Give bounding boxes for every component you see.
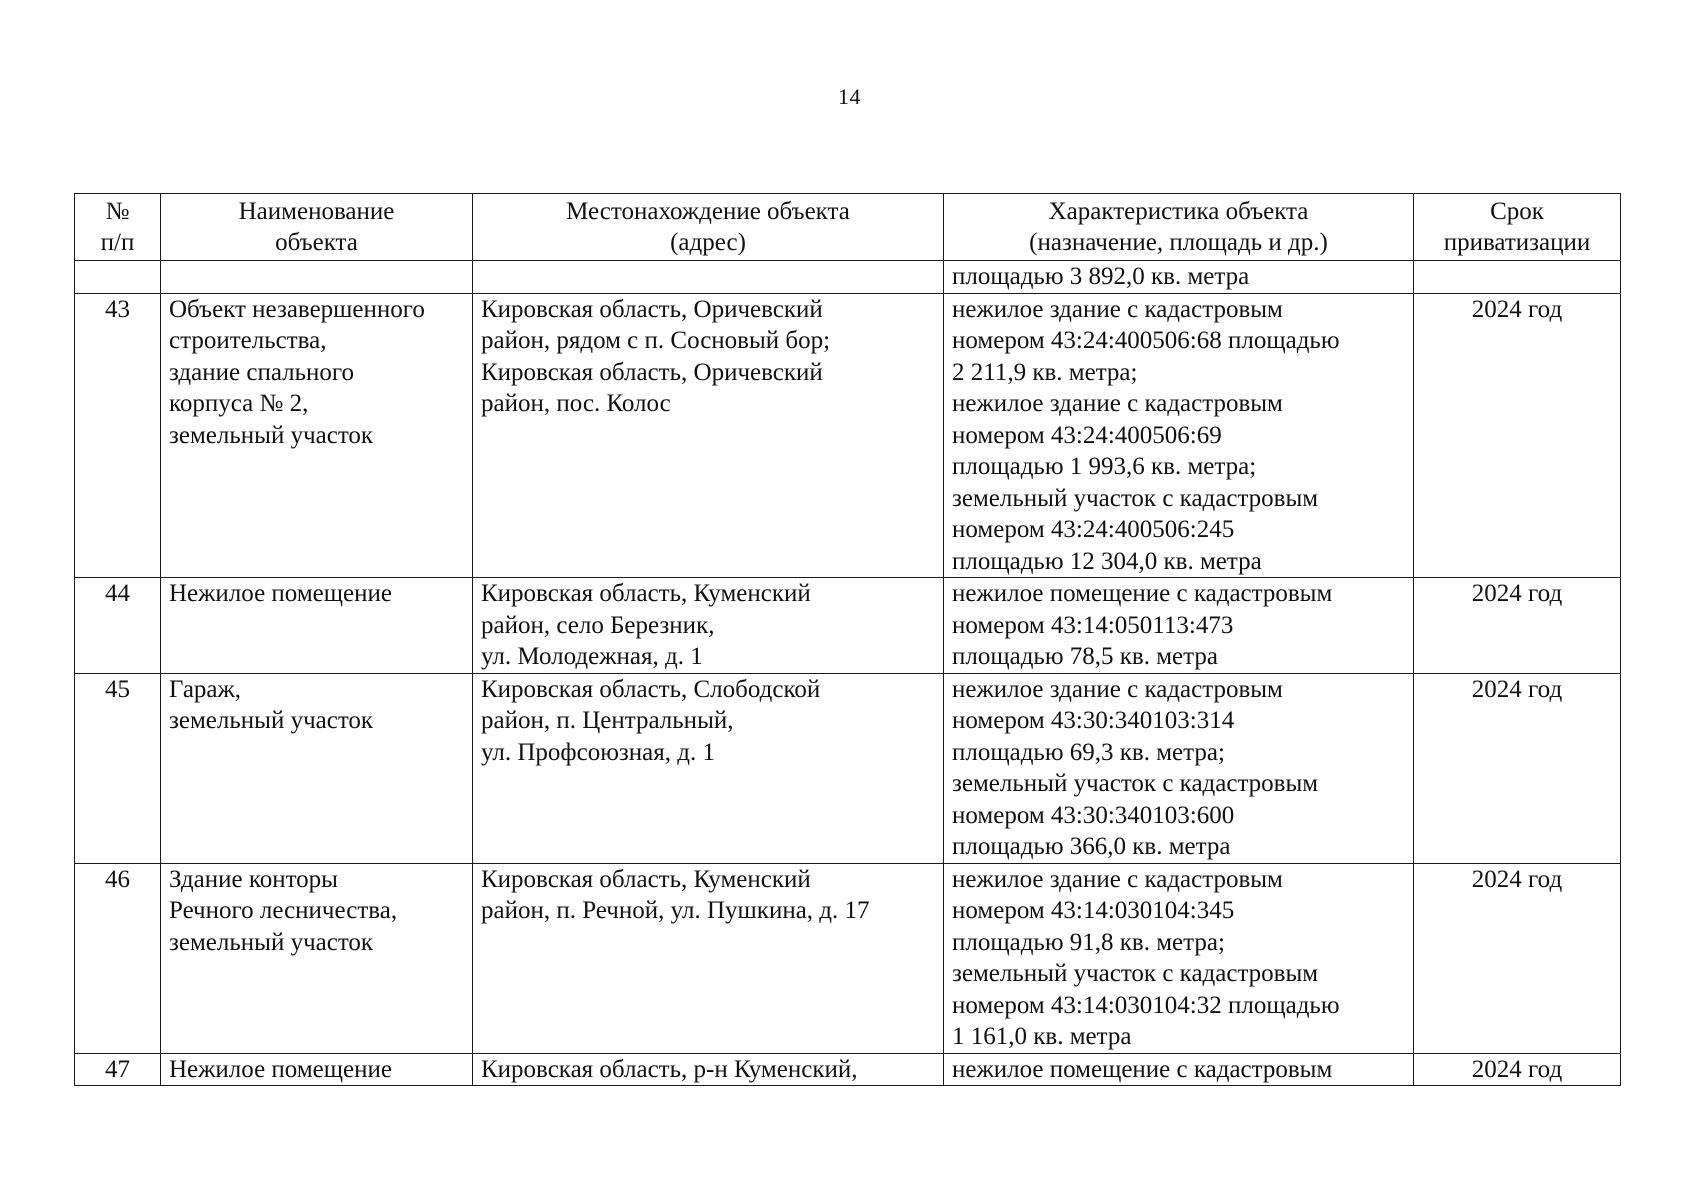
cell-term xyxy=(1414,261,1621,294)
header-term: Срок приватизации xyxy=(1414,194,1621,261)
table-row xyxy=(75,863,1621,1053)
cell-name xyxy=(161,261,473,294)
cell-number: 44 xyxy=(75,578,161,674)
cell-characteristics: нежилое здание с кадастровым номером 43:30:340103:314 площадью 69,3 кв. метра; земельный участок с кадастровым номером 43:30:340103:600 площадью 366,0 кв. метра xyxy=(944,673,1414,863)
cell-address xyxy=(473,261,944,294)
cell-term: 2024 год xyxy=(1414,1053,1621,1085)
cell-number: 43 xyxy=(75,293,161,578)
table-row xyxy=(75,578,1621,674)
table-header-row xyxy=(75,194,1621,261)
cell-address: Кировская область, Оричевский район, рядом с п. Сосновый бор; Кировская область, Оричевский район, пос. Колос xyxy=(473,293,944,578)
cell-term: 2024 год xyxy=(1414,293,1621,578)
header-number: № п/п xyxy=(75,194,161,261)
cell-name: Нежилое помещение xyxy=(161,578,473,674)
header-address: Местонахождение объекта (адрес) xyxy=(473,194,944,261)
cell-name: Гараж, земельный участок xyxy=(161,673,473,863)
header-name: Наименование объекта xyxy=(161,194,473,261)
cell-characteristics: нежилое здание с кадастровым номером 43:14:030104:345 площадью 91,8 кв. метра; земельный участок с кадастровым номером 43:14:030104:32 площадью 1 161,0 кв. метра xyxy=(944,863,1414,1053)
privatization-table xyxy=(74,193,1621,1086)
page-number: 14 xyxy=(838,84,861,109)
cell-characteristics: площадью 3 892,0 кв. метра xyxy=(944,261,1414,294)
cell-address: Кировская область, Слободской район, п. Центральный, ул. Профсоюзная, д. 1 xyxy=(473,673,944,863)
cell-characteristics: нежилое здание с кадастровым номером 43:24:400506:68 площадью 2 211,9 кв. метра; нежилое здание с кадастровым номером 43:24:400506:69 площадью 1 993,6 кв. метра; земельный участок с кадастровым номером 43:24:400506:245 площадью 12 304,0 кв. метра xyxy=(944,293,1414,578)
cell-name: Нежилое помещение xyxy=(161,1053,473,1085)
cell-characteristics: нежилое помещение с кадастровым xyxy=(944,1053,1414,1085)
header-characteristics: Характеристика объекта (назначение, площадь и др.) xyxy=(944,194,1414,261)
cell-term: 2024 год xyxy=(1414,673,1621,863)
cell-term: 2024 год xyxy=(1414,578,1621,674)
table-row xyxy=(75,1053,1621,1085)
cell-name: Здание конторы Речного лесничества, земельный участок xyxy=(161,863,473,1053)
cell-term: 2024 год xyxy=(1414,863,1621,1053)
table-row xyxy=(75,293,1621,578)
table-row-continuation xyxy=(75,261,1621,294)
cell-characteristics: нежилое помещение с кадастровым номером 43:14:050113:473 площадью 78,5 кв. метра xyxy=(944,578,1414,674)
cell-address: Кировская область, Куменский район, село Березник, ул. Молодежная, д. 1 xyxy=(473,578,944,674)
cell-number: 47 xyxy=(75,1053,161,1085)
cell-number: 46 xyxy=(75,863,161,1053)
cell-number: 45 xyxy=(75,673,161,863)
cell-address: Кировская область, Куменский район, п. Речной, ул. Пушкина, д. 17 xyxy=(473,863,944,1053)
cell-number xyxy=(75,261,161,294)
cell-address: Кировская область, р-н Куменский, xyxy=(473,1053,944,1085)
cell-name: Объект незавершенного строительства, здание спального корпуса № 2, земельный участок xyxy=(161,293,473,578)
table-row xyxy=(75,673,1621,863)
